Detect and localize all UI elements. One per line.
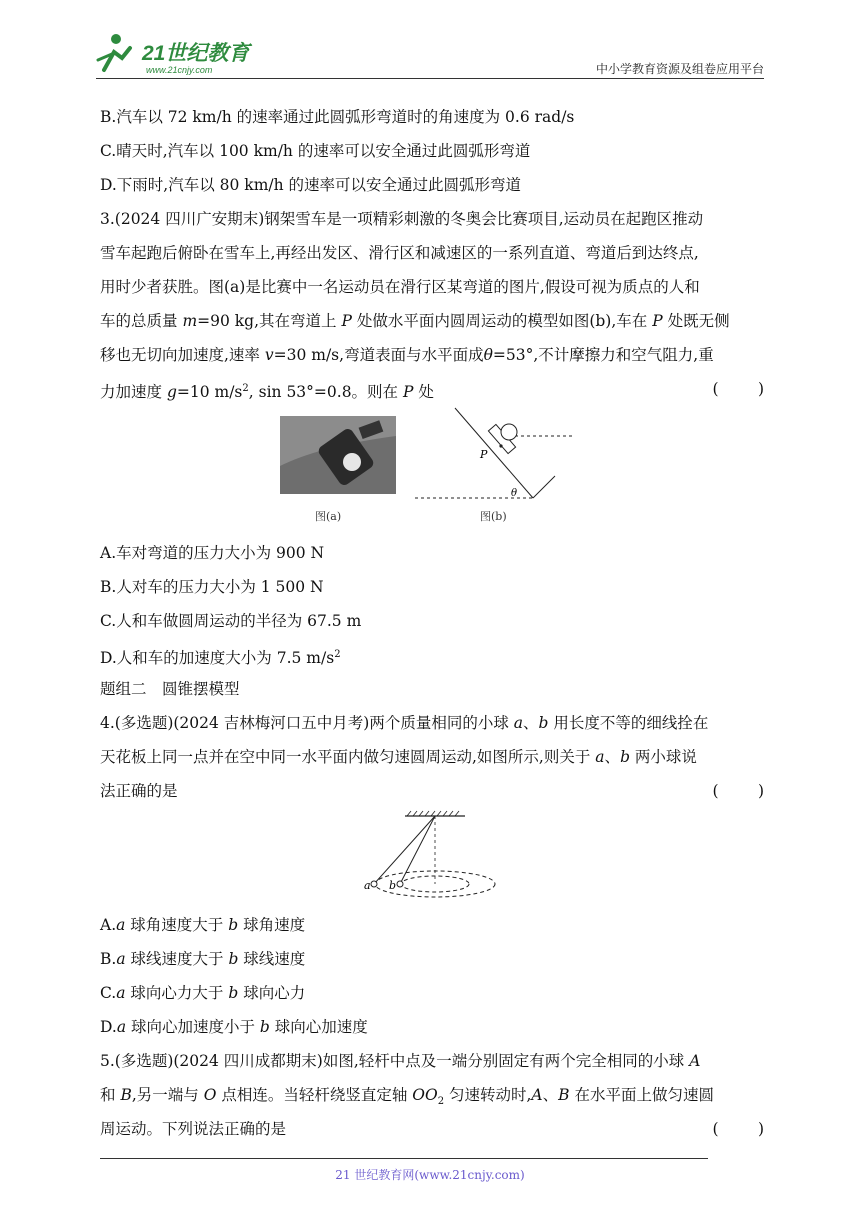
figure-a-photo (280, 416, 396, 494)
platform-name: 中小学教育资源及组卷应用平台 (595, 62, 764, 76)
ball-a-label: a (364, 879, 371, 892)
q4-line: 天花板上同一点并在空中同一水平面内做匀速圆周运动,如图所示,则关于 a、b 两小球说 (100, 748, 697, 766)
q5-line: 和 B,另一端与 O 点相连。当轻杆绕竖直定轴 $OO_2$ 匀速转动时,A、B 在水平面上做匀速圆 (100, 1086, 714, 1108)
q3-option-d: D.人和车的加速度大小为 7.5 $m/s^2$ (100, 649, 341, 668)
figure-a-caption: 图(a) (315, 510, 342, 523)
question-3 (100, 202, 764, 672)
figure-b-diagram (415, 406, 575, 506)
group-heading: 题组二 圆锥摆模型 (100, 680, 240, 698)
question-4 (100, 706, 764, 1044)
q3-line: 3.(2024 四川广安期末)钢架雪车是一项精彩刺激的冬奥会比赛项目,运动员在起跑区推动 (100, 210, 704, 228)
q3-option-b: B.人对车的压力大小为 1 500 N (100, 578, 324, 596)
document-body (100, 100, 764, 1146)
q4-option-a: A.a 球角速度大于 b 球角速度 (100, 916, 306, 934)
answer-blank: ( ) (712, 1120, 764, 1138)
answer-blank: ( ) (712, 380, 764, 398)
header-divider (96, 78, 764, 79)
q3-line: 雪车起跑后俯卧在雪车上,再经出发区、滑行区和减速区的一系列直道、弯道后到达终点, (100, 244, 699, 262)
answer-blank: ( ) (712, 782, 764, 800)
q3-line: 用时少者获胜。图(a)是比赛中一名运动员在滑行区某弯道的图片,假设可视为质点的人和 (100, 278, 700, 296)
page-footer: 21 世纪教育网(www.21cnjy.com) (335, 1168, 525, 1182)
figure-b-caption: 图(b) (480, 510, 507, 523)
svg-text:www.21cnjy.com: www.21cnjy.com (146, 65, 213, 75)
page-header (96, 30, 764, 78)
q2-option-b: B.汽车以 72 km/h 的速率通过此圆弧形弯道时的角速度为 0.6 rad/s (100, 108, 575, 126)
q3-line: 力加速度 g=10 $m/s^2$, sin 53°=0.8。则在 P 处 ( ) (100, 372, 764, 406)
q3-figures (100, 406, 764, 536)
question-5 (100, 1044, 764, 1146)
q4-option-d: D.a 球向心加速度小于 b 球向心加速度 (100, 1018, 368, 1036)
q3-option-c: C.人和车做圆周运动的半径为 67.5 m (100, 612, 362, 630)
q2-option-d: D.下雨时,汽车以 80 km/h 的速率可以安全通过此圆弧形弯道 (100, 176, 522, 194)
svg-text:21世纪教育: 21世纪教育 (142, 42, 250, 65)
q4-line: 4.(多选题)(2024 吉林梅河口五中月考)两个质量相同的小球 a、b 用长度不等的细线拴在 (100, 714, 709, 732)
q2-option-c: C.晴天时,汽车以 100 km/h 的速率可以安全通过此圆弧形弯道 (100, 142, 531, 160)
q3-line: 移也无切向加速度,速率 v=30 m/s,弯道表面与水平面成θ=53°,不计摩擦力和空气阻力,重 (100, 346, 714, 364)
q5-line: 周运动。下列说法正确的是 ( ) (100, 1112, 764, 1146)
point-p-label: P (480, 448, 488, 461)
q4-option-c: C.a 球向心力大于 b 球向心力 (100, 984, 306, 1002)
q5-line: 5.(多选题)(2024 四川成都期末)如图,轻杆中点及一端分别固定有两个完全相同的小球 A (100, 1052, 701, 1070)
footer-divider (100, 1158, 708, 1159)
q3-line: 车的总质量 m=90 kg,其在弯道上 P 处做水平面内圆周运动的模型如图(b),车在 P 处既无侧 (100, 312, 730, 330)
q4-line: 法正确的是 ( ) (100, 774, 764, 808)
q4-figure (100, 808, 764, 908)
q3-option-a: A.车对弯道的压力大小为 900 N (100, 544, 325, 562)
site-logo (96, 30, 256, 76)
q4-option-b: B.a 球线速度大于 b 球线速度 (100, 950, 306, 968)
ball-b-label: b (389, 879, 397, 892)
theta-label: θ (511, 488, 518, 499)
